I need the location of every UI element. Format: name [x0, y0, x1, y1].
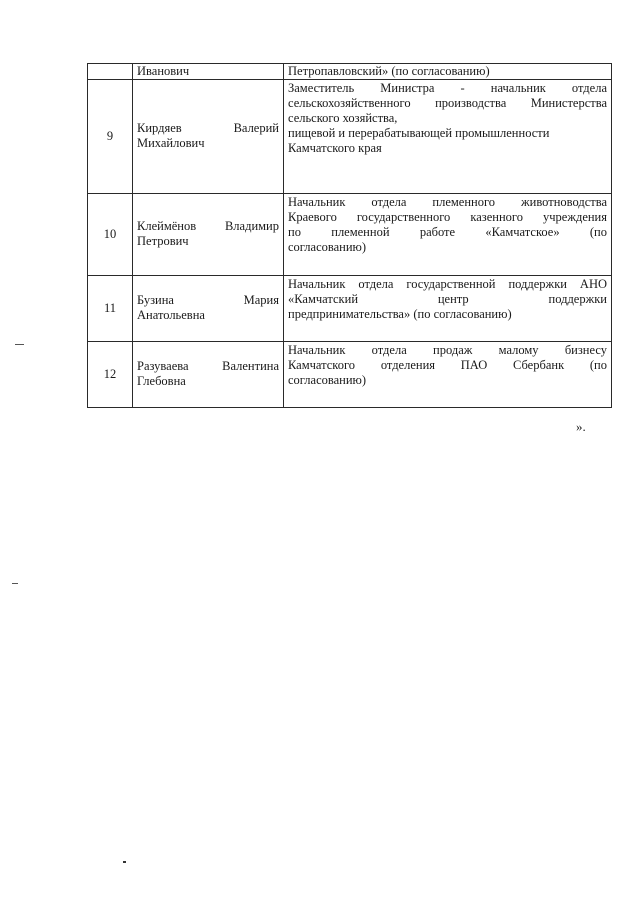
position-line: Заместитель Министра - начальник отдела: [288, 81, 607, 95]
member-name-line: Кирдяев Валерий: [137, 121, 279, 135]
table-row: [88, 64, 612, 80]
member-position-cell: [284, 342, 612, 408]
position-line: сельского хозяйства,: [288, 111, 398, 125]
row-number-cell: 11: [88, 276, 133, 342]
member-position-cell: [284, 194, 612, 276]
member-name-cell: [133, 64, 284, 80]
position-line: Камчатского края: [288, 141, 382, 155]
member-name-line: Разуваева Валентина: [137, 359, 279, 373]
member-name-cell: [133, 194, 284, 276]
table-row: [88, 194, 612, 276]
row-number-cell: 12: [88, 342, 133, 408]
member-name-cell: [133, 80, 284, 194]
row-number-cell: 9: [88, 80, 133, 194]
table-row: [88, 80, 612, 194]
position-line: предпринимательства» (по согласованию): [288, 307, 512, 321]
position-line: «Камчатский центр поддержки: [288, 292, 607, 306]
scan-artifact-mark: [12, 583, 18, 584]
position-line: Камчатского отделения ПАО Сбербанк (по: [288, 358, 607, 372]
position-line: Начальник отдела продаж малому бизнесу: [288, 343, 607, 357]
member-patronymic-line: Глебовна: [137, 374, 186, 388]
member-name-line: Бузина Мария: [137, 293, 279, 307]
committee-members-table: [87, 63, 612, 408]
position-line: согласованию): [288, 373, 367, 387]
table-row: [88, 276, 612, 342]
member-name-cell: [133, 342, 284, 408]
member-name-line: Клеймёнов Владимир: [137, 219, 279, 233]
scan-artifact-mark: [123, 861, 126, 863]
member-patronymic-line: Петрович: [137, 234, 189, 248]
member-patronymic-line: Анатольевна: [137, 308, 205, 322]
member-position-cell: [284, 276, 612, 342]
scan-artifact-mark: [15, 344, 24, 345]
position-line: Петропавловский» (по согласованию): [288, 64, 490, 78]
table-row: [88, 342, 612, 408]
closing-quote-mark: ».: [576, 419, 586, 434]
row-number-cell: [88, 64, 133, 80]
position-line: согласованию): [288, 240, 367, 254]
row-number-cell: 10: [88, 194, 133, 276]
member-name-cell: [133, 276, 284, 342]
position-line: Краевого государственного казенного учреждения: [288, 210, 607, 224]
position-line: по племенной работе «Камчатское» (по: [288, 225, 607, 239]
position-line: пищевой и перерабатывающей промышленности: [288, 126, 550, 140]
position-line: сельскохозяйственного производства Министерства: [288, 96, 607, 110]
member-position-cell: [284, 80, 612, 194]
member-patronymic-line: Михайлович: [137, 136, 205, 150]
position-line: Начальник отдела государственной поддержки АНО: [288, 277, 607, 291]
position-line: Начальник отдела племенного животноводства: [288, 195, 607, 209]
member-position-cell: [284, 64, 612, 80]
member-name-line: Иванович: [137, 64, 190, 78]
